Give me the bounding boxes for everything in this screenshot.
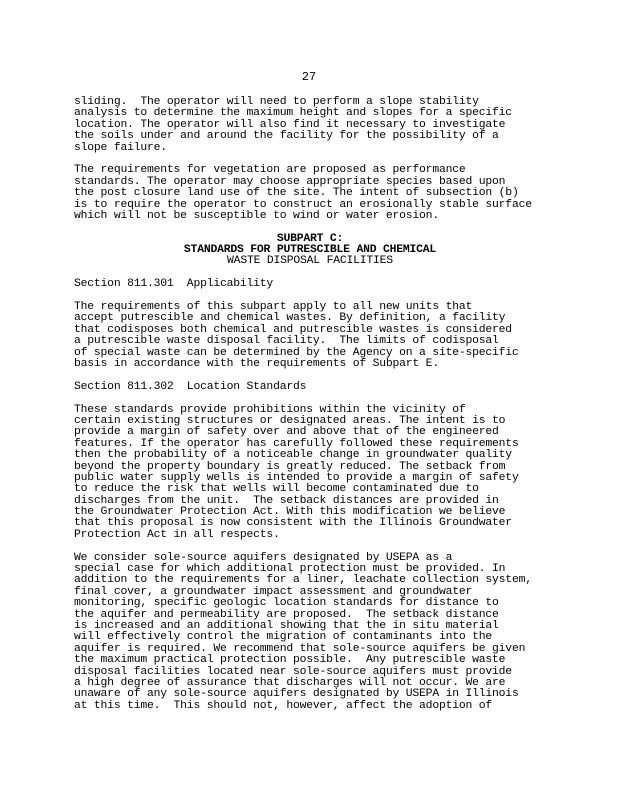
text-line: is to require the operator to construct an erosionally stable surface [74, 198, 532, 211]
section-heading-applicability: Section 811.301 Applicability [74, 278, 274, 291]
text-line: to reduce the risk that wells will become contaminated due to [74, 483, 479, 496]
text-line: a high degree of assurance that discharges will not occur. We are [74, 676, 506, 689]
text-line: slope failure. [74, 141, 167, 154]
page-number: 27 [301, 70, 317, 84]
subpart-title: SUBPART C: [276, 232, 344, 245]
text-line: discharges from the unit. The setback distances are provided in [74, 494, 499, 507]
text-line: public water supply wells is intended to provide a margin of safety [74, 471, 519, 484]
text-line: final cover, a groundwater impact assessment and groundwater [74, 585, 473, 598]
text-line: which will not be susceptible to wind or water erosion. [74, 209, 439, 222]
text-line: sliding. The operator will need to perform a slope stability [74, 96, 479, 108]
text-line: We consider sole-source aquifers designated by USEPA as a [74, 551, 453, 564]
text-line: location. The operator will also find it necessary to investigate [74, 118, 506, 131]
text-line: basis in accordance with the requirements of Subpart E. [74, 357, 439, 370]
subpart-heading [74, 234, 546, 268]
text-line: certain existing structures or designated areas. The intent is to [74, 414, 506, 427]
text-line: beyond the property boundary is greatly reduced. The setback from [74, 460, 506, 473]
subpart-subtitle: STANDARDS FOR PUTRESCIBLE AND CHEMICAL [183, 244, 437, 257]
text-line: Protection Act in all respects. [74, 528, 280, 541]
subpart-subtitle-continued: WASTE DISPOSAL FACILITIES [227, 255, 393, 268]
section-heading-location-standards: Section 811.302 Location Standards [74, 380, 307, 393]
text-line: addition to the requirements for a liner, leachate collection system, [74, 574, 532, 587]
text-line: The requirements for vegetation are proposed as performance [74, 164, 466, 177]
text-line: that codisposes both chemical and putrescible wastes is considered [74, 323, 512, 336]
paragraph-sole-source-aquifers [74, 553, 546, 712]
text-line: that this proposal is now consistent with the Illinois Groundwater [74, 517, 512, 530]
text-line: features. If the operator has carefully followed these requirements [74, 437, 519, 450]
text-line: then the probability of a noticeable change in groundwater quality [74, 449, 512, 462]
text-line: unaware of any sole-source aquifers designated by USEPA in Illinois [74, 688, 519, 701]
text-line: the post closure land use of the site. The intent of subsection (b) [74, 187, 519, 200]
paragraph-vegetation [74, 165, 546, 222]
paragraph-slope-stability [74, 97, 546, 154]
text-line: the soils under and around the facility for the possibility of a [74, 130, 499, 143]
text-line: provide a margin of safety over and above that of the engineered [74, 426, 499, 439]
text-line: The requirements of this subpart apply to all new units that [74, 301, 473, 314]
text-line: special case for which additional protection must be provided. In [74, 563, 506, 576]
text-line: aquifer is required. We recommend that sole-source aquifers be given [74, 642, 526, 655]
text-line: standards. The operator may choose appropriate species based upon [74, 175, 506, 188]
text-line: is increased and an additional showing that the in situ material [74, 619, 499, 632]
text-line: These standards provide prohibitions within the vicinity of [74, 403, 466, 416]
text-line: disposal facilities located near sole-source aquifers must provide [74, 665, 512, 678]
text-line: accept putrescible and chemical wastes. By definition, a facility [74, 312, 506, 325]
document-body [74, 97, 546, 712]
paragraph-applicability [74, 302, 546, 370]
text-line: monitoring, specific geologic location standards for distance to [74, 597, 499, 610]
text-line: the aquifer and permeability are proposed. The setback distance [74, 608, 499, 621]
text-line: will effectively control the migration of contaminants into the [74, 631, 493, 644]
text-line: of special waste can be determined by the Agency on a site-specific [74, 346, 519, 359]
paragraph-location-standards [74, 405, 546, 542]
text-line: analysis to determine the maximum height and slopes for a specific [74, 107, 512, 120]
text-line: a putrescible waste disposal facility. The limits of codisposal [74, 335, 499, 348]
text-line: the maximum practical protection possible. Any putrescible waste [74, 654, 506, 667]
text-line: at this time. This should not, however, affect the adoption of [74, 699, 493, 712]
text-line: the Groundwater Protection Act. With this modification we believe [74, 506, 506, 519]
